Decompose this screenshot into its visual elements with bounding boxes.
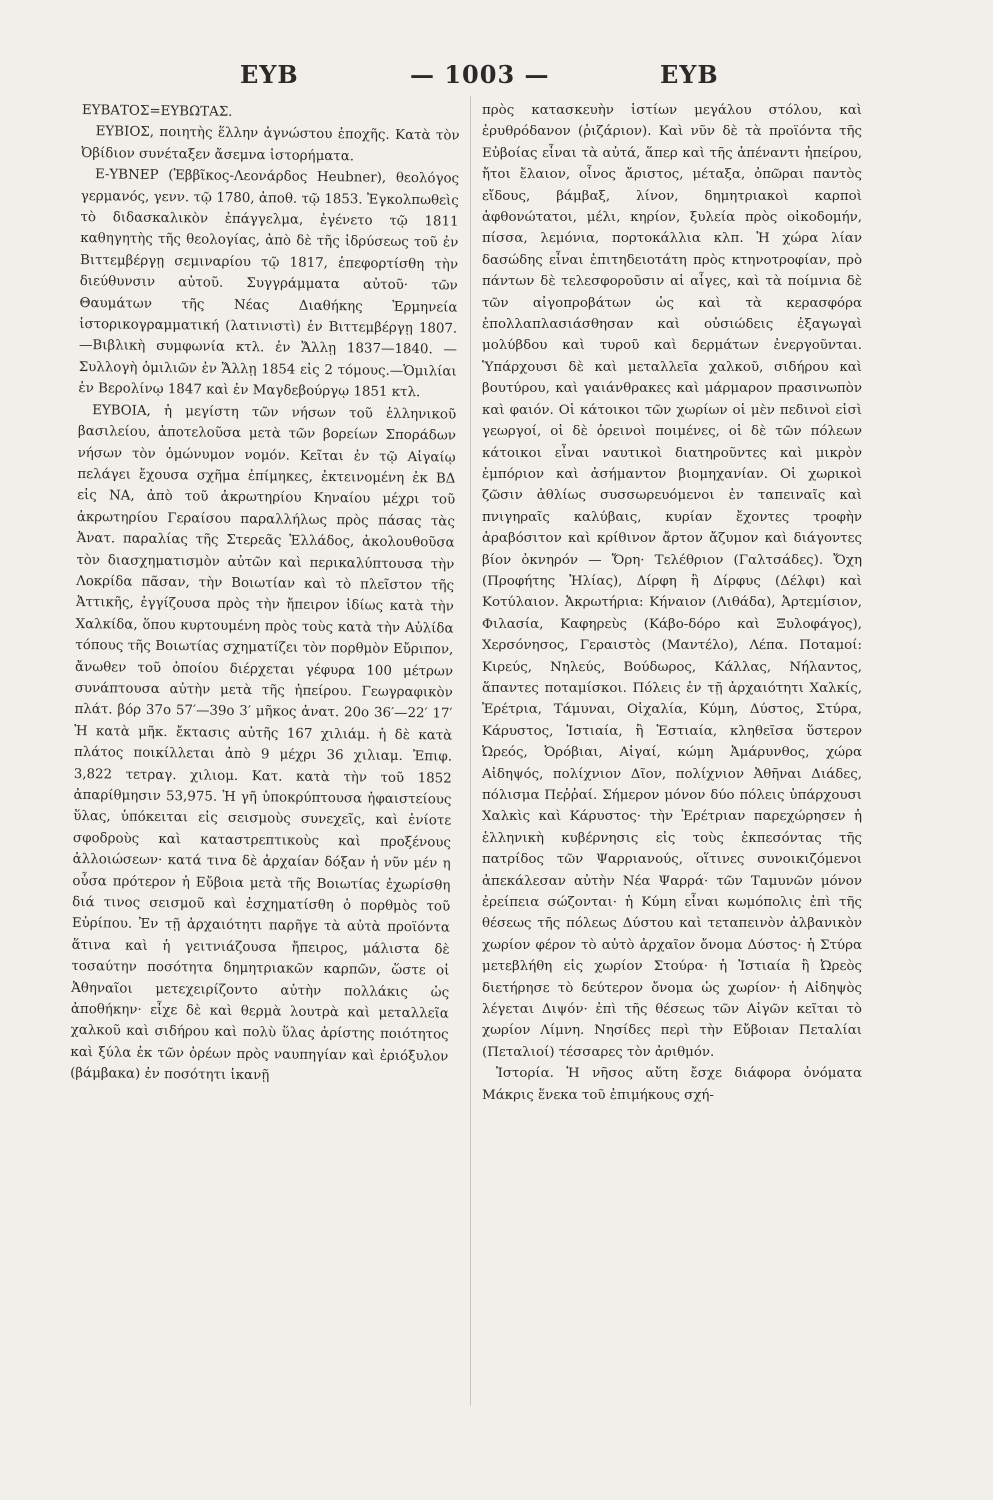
running-header [100,60,890,96]
entry-heubner: Ε-ΥΒΝΕΡ (Ἑββῖκος-Λεονάρδος Heubner), θεολόγος γερμανός, γενν. τῷ 1780, ἀποθ. τῷ 1853. Ἐγκολπωθεὶς τὸ διδασκαλικὸν ἐπάγγελμα, ἐγένετο τῷ 1811 καθηγητὴς τῆς θεολογίας, ἀπὸ δὲ τῆς ἱδρύσεως τοῦ ἐν Βιττεμβέργῃ σεμιναρίου τῷ 1817, ἐπεφορτίσθη τὴν διεύθυνσιν αὐτοῦ. Συγγράμματα αὐτοῦ· τῶν Θαυμάτων τῆς Νέας Διαθήκης Ἑρμηνεία ἱστορικογραμματική (λατινιστὶ) ἐν Βιττεμβέργῃ 1807.—Βιβλικὴ συμφωνία κτλ. ἐν Ἄλλῃ 1837—1840. — Συλλογὴ ὁμιλιῶν ἐν Ἄλλῃ 1854 εἰς 2 τόμους.—Ὁμιλίαι ἐν Βερολίνῳ 1847 καὶ ἐν Μαγδεβούργῳ 1851 κτλ. [78,167,460,401]
entry-evvoia: ΕΥΒΟΙΑ, ἡ μεγίστη τῶν νήσων τοῦ ἑλληνικοῦ βασιλείου, ἀποτελοῦσα μετὰ τῶν βορείων Σποράδων νήσων τὸν ὁμώνυμον νομόν. Κεῖται ἐν τῷ Αἰγαίῳ πελάγει ἔχουσα σχῆμα ἐπίμηκες, ἐκτεινομένη ἐκ ΒΔ εἰς ΝΑ, ἀπὸ τοῦ ἀκρωτηρίου Κηναίου μέχρι τοῦ ἀκρωτηρίου Γεραίσου παραλλήλως πρὸς πάσας τὰς Ἀνατ. παραλίας τῆς Στερεᾶς Ἑλλάδος, ἀκολουθοῦσα τὸν διασχηματισμὸν αὐτῶν καὶ περικαλύπτουσα τὴν Λοκρίδα πᾶσαν, τὴν Βοιωτίαν καὶ τὸ πλεῖστον τῆς Ἀττικῆς, ἐγγίζουσα πρὸς τὴν ἤπειρον ἰδίως κατὰ τὴν Χαλκίδα, ὅπου κυρτουμένη πρὸς τοὺς κατὰ τὴν Αὐλίδα τόπους τῆς Βοιωτίας σχηματίζει τὸν πορθμὸν Εὔριπον, ἄνωθεν τοῦ ὁποίου διέρχεται γέφυρα 100 μέτρων συνάπτουσα αὐτὴν μετὰ τῆς ἠπείρου. Γεωγραφικὸν πλάτ. βόρ 37ο 57′—39ο 3′ μῆκος ἀνατ. 20ο 36′—22′ 17′ Ἡ κατὰ μῆκ. ἔκτασις αὐτῆς 167 χιλιάμ. ἡ δὲ κατὰ πλάτος ποικίλλεται ἀπὸ 9 μέχρι 36 χιλιαμ. Ἐπιφ. 3,822 τετραγ. χιλιομ. Κατ. κατὰ τὴν τοῦ 1852 ἀπαρίθμησιν 53,975. Ἡ γῆ ὑποκρύπτουσα ἡφαιστείους ὕλας, ὑπόκειται εἰς σεισμοὺς συνεχεῖς, καὶ ἐνίοτε σφοδροὺς καὶ καταστρεπτικοὺς καὶ προξένους ἀλλοιώσεων· κατά τινα δὲ ἀρχαίαν δόξαν ἡ νῦν μέν η οὖσα πρότερον ἡ Εὔβοια μετὰ τῆς Βοιωτίας ἐχωρίσθη διά τινος σεισμοῦ καὶ ἐσχηματίσθη ὁ πορθμὸς τοῦ Εὐρίπου. Ἐν τῇ ἀρχαιότητι παρῆγε τὰ αὐτὰ προϊόντα ἅτινα καὶ ἡ γειτνιάζουσα ἤπειρος, μάλιστα δὲ τοσαύτην ποσότητα δημητριακῶν καρπῶν, ὥστε οἱ Ἀθηναῖοι μετεχειρίζοντο αὐτὴν πολλάκις ὡς ἀποθήκην· εἶχε δὲ καὶ θερμὰ λουτρὰ καὶ μεταλλεῖα χαλκοῦ καὶ σιδήρου καὶ πολὺ ὕλας ἀρίστης ποιότητος καὶ ξύλα ἐκ τῶν ὀρέων πρὸς ναυπηγίαν καὶ ἐριόξυλον (βάμβακα) ἐν ποσότητι ἱκανῇ [70,402,457,1084]
header-left-guide-word: ΕΥΒ [240,60,299,89]
history-section: Ἱστορία. Ἡ νῆσος αὕτη ἔσχε διάφορα ὀνόματα Μάκρις ἕνεκα τοῦ ἐπιμήκους σχή- [482,1066,862,1103]
entry-evvoia-continued: πρὸς κατασκευὴν ἱστίων μεγάλου στόλου, καὶ ἐρυθρόδανον (ῥιζάριον). Καὶ νῦν δὲ τὰ προϊόντα τῆς Εὐβοίας εἶναι τὰ αὐτά, ἅπερ καὶ τῆς ἀπέναντι ἠπείρου, ἤτοι ἔλαιον, οἶνος ἄριστος, μέταξα, ὀπῶραι παντὸς εἴδους, βάμβαξ, λίνον, δημητριακοὶ καρποὶ ἀφθονώτατοι, μέλι, κηρίον, ξυλεία πρὸς οἰκοδομήν, πίσσα, λεμόνια, πορτοκάλλια κλπ. Ἡ χώρα λίαν δασώδης εἶναι ἐπιτηδειοτάτη πρὸς κτηνοτροφίαν, πρὸ πάντων δὲ τελεσφοροῦσιν αἱ αἶγες, καὶ τὰ ποίμνια δὲ τῶν αἰγοπροβάτων ὡς καὶ τὰ κερασφόρα ἐπολλαπλασιάσθησαν καὶ οὐσιώδεις ἐξαγωγαὶ μολύβδου καὶ τυροῦ καὶ δερμάτων ἐνεργοῦνται. Ὑπάρχουσι δὲ καὶ μεταλλεῖα χαλκοῦ, σιδήρου καὶ βουτύρου, καὶ γαιάνθρακες καὶ μάρμαρον πρασινωπὸν καὶ φαιόν. Οἱ κάτοικοι τῶν χωρίων οἱ μὲν πεδινοὶ εἰσὶ γεωργοί, οἱ δὲ ὀρεινοὶ ποιμένες, οἱ δὲ τῶν πόλεων κάτοικοι εἶναι ναυτικοὶ διατηροῦντες καὶ μικρὸν ἐμπόριον καὶ ἀσήμαντον βιομηχανίαν. Οἱ χωρικοὶ ζῶσιν ἀθλίως συσσωρευόμενοι ἐν ταπειναῖς καὶ πνιγηραῖς καλύβαις, κυρίαν ἔχοντες τροφὴν ἀραβόσιτον καὶ κρίθινον ἄρτον ἄζυμον καὶ διάγοντες βίον ὀκνηρόν — Ὄρη· Τελέθριον (Γαλτσάδες). Ὄχη (Προφήτης Ἠλίας), Δίρφη ἢ Δίρφυς (Δέλφι) καὶ Κοτύλαιον. Ἀκρωτήρια: Κήναιον (Λιθάδα), Ἀρτεμίσιον, Φιλασία, Καφηρεὺς (Κάβο-δόρο καὶ Ξυλοφάγος), Χερσόνησος, Γεραιστὸς (Μαντέλο), Λέπα. Ποταμοί: Κιρεύς, Νηλεύς, Βούδωρος, Κάλλας, Νήλαντος, ἅπαντες ποταμίσκοι. Πόλεις ἐν τῇ ἀρχαιότητι Χαλκίς, Ἐρέτρια, Τάμυναι, Οἰχαλία, Κύμη, Δύστος, Στύρα, Κάρυστος, Ἱστιαία, ἢ Ἑστιαία, κληθεῖσα ὕστερον Ὠρεός, Ὀρόβιαι, Αἰγαί, κώμη Ἀμάρυνθος, χώρα Αἰδηψός, πολίχνιον Δῖον, πολίχνιον Ἀθῆναι Διάδες, πόλισμα Πεῤῥαί. Σήμερον μόνον δύο πόλεις ὑπάρχουσι Χαλκὶς καὶ Κάρυστος· τὴν Ἐρέτριαν παρεχώρησεν ἡ ἑλληνικὴ κυβέρνησις εἰς τοὺς ἐκπεσόντας τῆς πατρίδος τῶν Ψαρριανούς, οἵτινες συνοικιζόμενοι ἀπεκάλεσαν αὐτὴν Νέα Ψαρρά· τῶν Ταμυνῶν μόνον ἐρείπεια σώζονται· ἡ Κύμη εἶναι κωμόπολις ἐπὶ τῆς θέσεως τῆς πόλεως Δύστου καὶ τεταπεινὸν ἀλβανικὸν χωρίον φέρον τὸ αὐτὸ ἀρχαῖον ὄνομα Δύστος· ἡ Στύρα μετεβλήθη εἰς χωρίον Στούρα· ἡ Ἱστιαία ἢ Ὠρεὸς διετήρησε τὸ δεύτερον ὄνομα ὡς χωρίον· ἡ Αἰδηψὸς λέγεται Διψόν· ἐπὶ τῆς θέσεως τῶν Αἰγῶν κεῖται τὸ χωρίον Λίμνη. Νησίδες περὶ τὴν Εὔβοιαν Πεταλίαι (Πεταλιοί) τέσσαρες τὸν ἀριθμόν. [482,103,862,1060]
header-right-guide-word: ΕΥΒ [660,60,719,89]
entry-evvatos: ΕΥΒΑΤΟΣ=ΕΥΒΩΤΑΣ. [81,102,233,120]
right-column [482,100,862,1106]
left-column [70,100,460,1089]
column-divider [470,96,471,1406]
page-number: — 1003 — [410,60,550,89]
entry-evvios: ΕΥΒΙΟΣ, ποιητὴς ἕλλην ἀγνώστου ἐποχῆς. Κατὰ τὸν Ὀβίδιον συνέταξεν ἄσεμνα ἱστορήματα. [81,124,460,165]
